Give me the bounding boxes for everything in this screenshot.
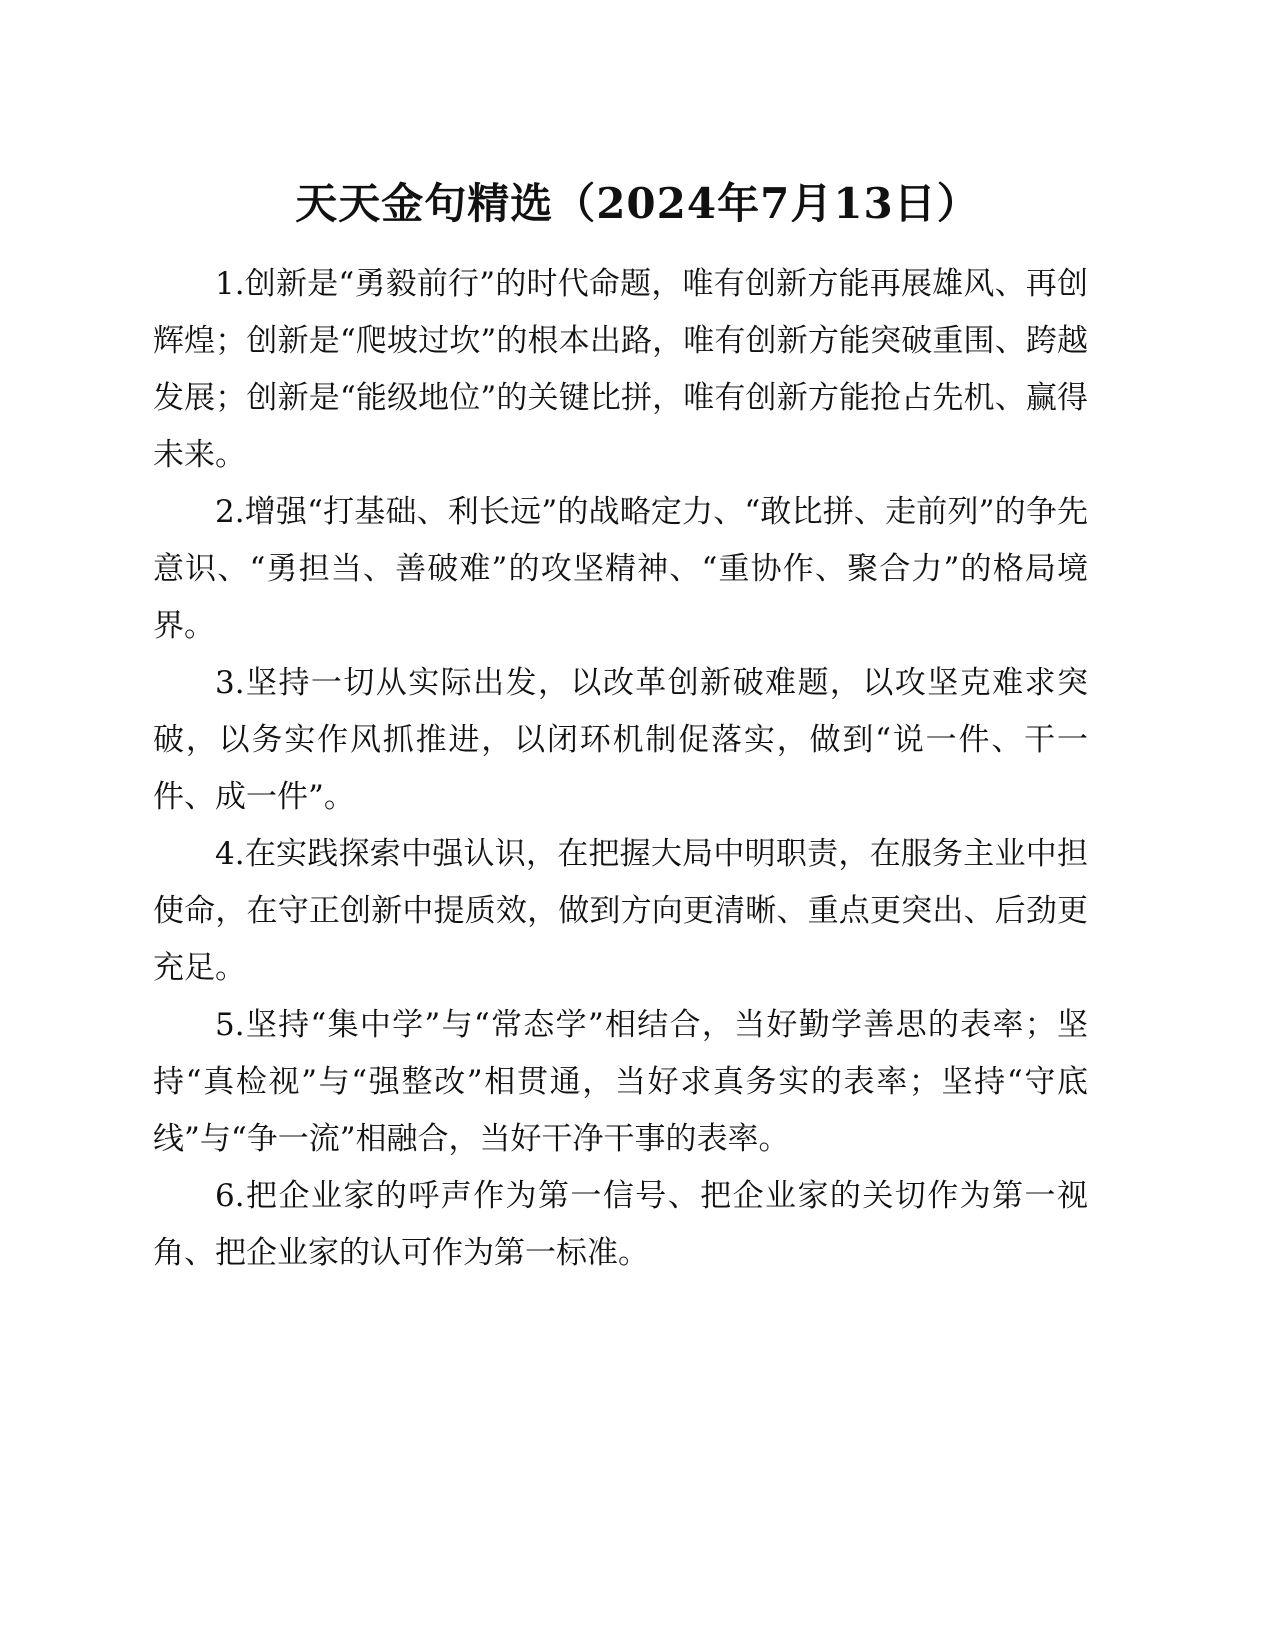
document-title: 天天金句精选（2024年7月13日）	[295, 179, 980, 228]
paragraph-3: 3.坚持一切从实际出发，以改革创新破难题，以攻坚克难求突破，以务实作风抓推进，以闭环机制促落实，做到“说一件、干一件、成一件”。	[153, 665, 1088, 815]
paragraph-1: 1.创新是“勇毅前行”的时代命题，唯有创新方能再展雄风、再创辉煌；创新是“爬坡过坎”的根本出路，唯有创新方能突破重围、跨越发展；创新是“能级地位”的关键比拼，唯有创新方能抢占先机、赢得未来。	[153, 266, 1088, 473]
paragraph-4: 4.在实践探索中强认识，在把握大局中明职责，在服务主业中担使命，在守正创新中提质效，做到方向更清晰、重点更突出、后劲更充足。	[153, 836, 1088, 986]
document-body	[153, 256, 1088, 1282]
paragraph-6: 6.把企业家的呼声作为第一信号、把企业家的关切作为第一视角、把企业家的认可作为第一标准。	[153, 1178, 1088, 1271]
paragraph-5: 5.坚持“集中学”与“常态学”相结合，当好勤学善思的表率；坚持“真检视”与“强整改”相贯通，当好求真务实的表率；坚持“守底线”与“争一流”相融合，当好干净干事的表率。	[153, 1007, 1088, 1157]
paragraph-2: 2.增强“打基础、利长远”的战略定力、“敢比拼、走前列”的争先意识、“勇担当、善破难”的攻坚精神、“重协作、聚合力”的格局境界。	[153, 494, 1088, 644]
